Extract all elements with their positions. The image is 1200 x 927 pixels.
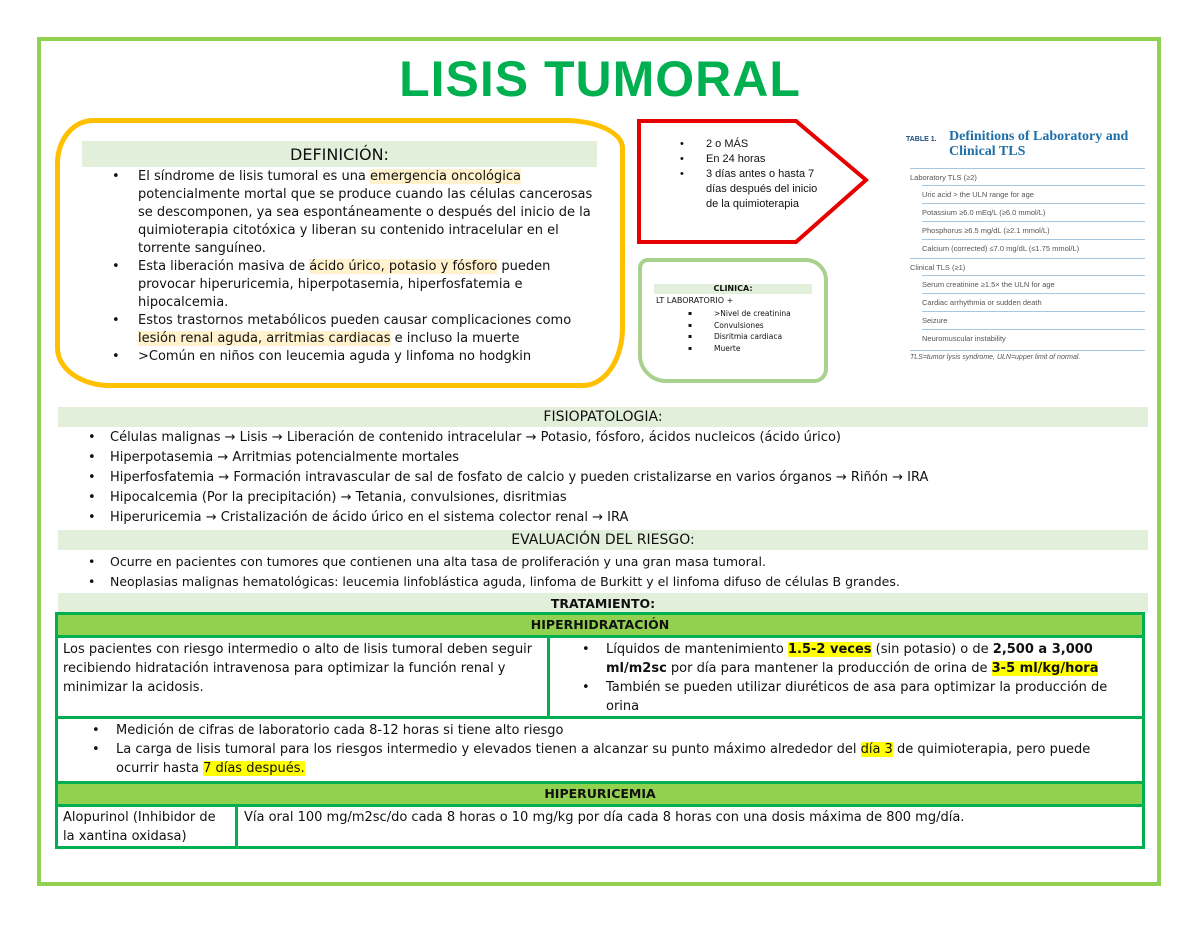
hiperhidratacion-notes [88, 721, 1133, 778]
list-item: • En 24 horas [680, 152, 830, 167]
list-item: • También se pueden utilizar diuréticos de asa para optimizar la producción de orina [578, 678, 1118, 716]
clinica-subtitle: LT LABORATORIO + [656, 296, 734, 305]
table-row: Serum creatinine ≥1.5× the ULN for age [922, 275, 1145, 293]
fisiopatologia-heading: FISIOPATOLOGIA: [58, 407, 1148, 427]
highlight: 1.5-2 veces [787, 642, 872, 657]
highlight: lesión renal aguda, arritmias cardiacas [138, 331, 391, 346]
table-row: Phosphorus ≥6.5 mg/dL (≥2.1 mmol/L) [922, 221, 1145, 239]
list-item: • Líquidos de mantenimiento 1.5-2 veces (sin potasio) o de 2,500 a 3,000 ml/m2sc por día para mantener la producción de orina de 3-5 ml/kg/hora [578, 640, 1118, 678]
table-row: Uric acid > the ULN range for age [922, 185, 1145, 203]
hiperhidratacion-right-cell [578, 640, 1118, 716]
list-item: ▪ Muerte [688, 343, 791, 355]
hiperhidratacion-heading: HIPERHIDRATACIÓN [58, 615, 1142, 635]
list-item: ▪ Disritmia cardiaca [688, 331, 791, 343]
table-row: Neuromuscular instability [922, 329, 1145, 347]
list-item: ▪ >Nivel de creatinina [688, 308, 791, 320]
list-item: • Esta liberación masiva de ácido úrico, potasio y fósforo pueden provocar hiperuricemia, hiperpotasemia, hiperfosfatemia e hipocalcemia. [112, 258, 602, 312]
hiperuricemia-dose: Vía oral 100 mg/m2sc/do cada 8 horas o 10 mg/kg por día cada 8 horas con una dosis máxima de 800 mg/día. [244, 810, 965, 825]
highlight: 3-5 ml/kg/hora [991, 661, 1099, 676]
page-title: LISIS TUMORAL [399, 51, 801, 107]
criteria-list [680, 137, 830, 212]
hiperuricemia-heading: HIPERURICEMIA [58, 784, 1142, 804]
table-row: Cardiac arrhythmia or sudden death [922, 293, 1145, 311]
list-item: • Células malignas → Lisis → Liberación de contenido intracelular → Potasio, fósforo, ácidos nucleicos (ácido úrico) [88, 428, 928, 448]
list-item: • 3 días antes o hasta 7 días después del inicio de la quimioterapia [680, 167, 830, 212]
list-item: • >Común en niños con leucemia aguda y linfoma no hodgkin [112, 348, 602, 366]
hiperuricemia-drug: Alopurinol (Inhibidor de la xantina oxidasa) [63, 810, 216, 844]
fisiopatologia-list [88, 428, 928, 528]
list-item: ▪ Convulsiones [688, 320, 791, 332]
tratamiento-heading: TRATAMIENTO: [58, 593, 1148, 613]
highlight: 7 días después. [203, 761, 305, 776]
hiperhidratacion-left-cell: Los pacientes con riesgo intermedio o alto de lisis tumoral deben seguir recibiendo hidratación intravenosa para optimizar la función renal y minimizar la acidosis. [63, 642, 533, 695]
table1-label: TABLE 1. [906, 136, 937, 143]
table-row: Seizure [922, 311, 1145, 329]
definition-heading: DEFINICIÓN: [82, 141, 597, 167]
riesgo-list [88, 552, 900, 592]
table-row: Laboratory TLS (≥2) [910, 168, 1145, 186]
list-item: • Hiperfosfatemia → Formación intravascular de sal de fosfato de calcio y pueden cristalizarse en varios órganos → Riñón → IRA [88, 468, 928, 488]
list-item: • Hiperpotasemia → Arritmias potencialmente mortales [88, 448, 928, 468]
list-item: • Medición de cifras de laboratorio cada 8-12 horas si tiene alto riesgo [88, 721, 1133, 740]
list-item: • Hiperuricemia → Cristalización de ácido úrico en el sistema colector renal → IRA [88, 508, 928, 528]
list-item: • La carga de lisis tumoral para los riesgos intermedio y elevados tienen a alcanzar su punto máximo alrededor del día 3 de quimioterapia, pero puede ocurrir hasta 7 días después. [88, 740, 1133, 778]
list-item: • Hipocalcemia (Por la precipitación) → Tetania, convulsiones, disritmias [88, 488, 928, 508]
divider [235, 806, 238, 847]
table1-title: Definitions of Laboratory and Clinical TLS [949, 129, 1129, 159]
table-row: Potassium ≥6.0 mEq/L (≥6.0 mmol/L) [922, 203, 1145, 221]
divider [547, 637, 550, 717]
highlight: emergencia oncológica [370, 169, 521, 184]
table1-figure [902, 124, 1152, 380]
list-item: • Neoplasias malignas hematológicas: leucemia linfoblástica aguda, linfoma de Burkitt y el linfoma difuso de células B grandes. [88, 572, 900, 592]
table1-footnote: TLS=tumor lysis syndrome, ULN=upper limit of normal. [910, 350, 1145, 361]
clinica-list [688, 308, 791, 354]
table-row: Clinical TLS (≥1) [910, 258, 1145, 276]
divider [55, 635, 1145, 638]
divider [55, 716, 1145, 719]
list-item: • El síndrome de lisis tumoral es una emergencia oncológica potencialmente mortal que se produce cuando las células cancerosas se descomponen, ya sea espontáneamente o después del inicio de la quimioterapia citotóxica y liberan su contenido intracelular en el torrente sanguíneo. [112, 168, 602, 258]
definition-list [112, 168, 602, 366]
divider [55, 804, 1145, 807]
list-item: • Estos trastornos metabólicos pueden causar complicaciones como lesión renal aguda, arritmias cardiacas e incluso la muerte [112, 312, 602, 348]
list-item: • Ocurre en pacientes con tumores que contienen una alta tasa de proliferación y una gran masa tumoral. [88, 552, 900, 572]
riesgo-heading: EVALUACIÓN DEL RIESGO: [58, 530, 1148, 550]
table-row: Calcium (corrected) ≤7.0 mg/dL (≤1.75 mmol/L) [922, 239, 1145, 257]
highlight: ácido úrico, potasio y fósforo [309, 259, 498, 274]
clinica-heading: CLINICA: [654, 284, 812, 294]
list-item: • 2 o MÁS [680, 137, 830, 152]
highlight: día 3 [860, 742, 893, 757]
